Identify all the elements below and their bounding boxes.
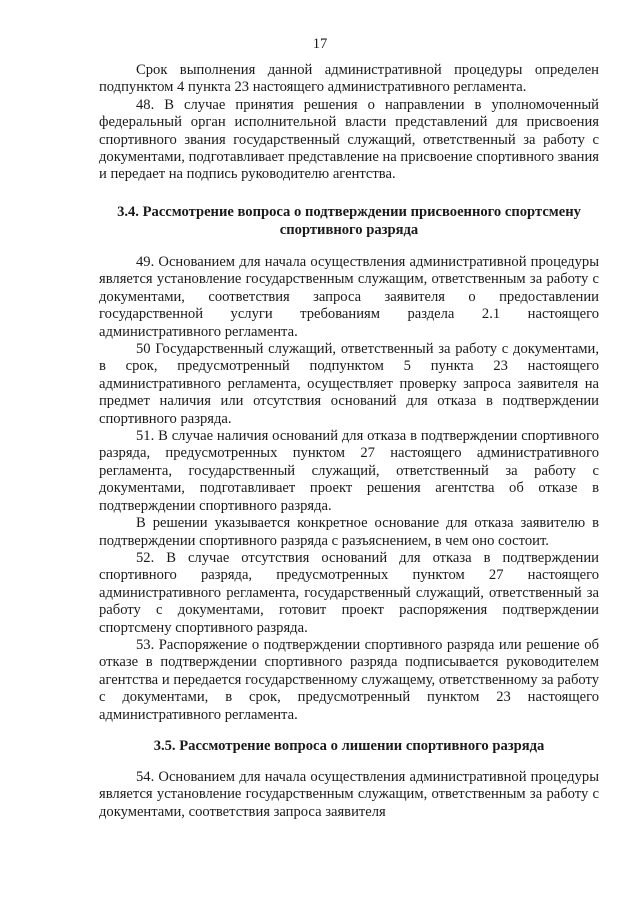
section-3-4-body bbox=[99, 254, 599, 724]
paragraph: Срок выполнения данной административной процедуры определен подпунктом 4 пункта 23 настоящего административного регламента. bbox=[99, 62, 599, 96]
paragraph-49: 49. Основанием для начала осуществления административной процедуры является установление государственным служащим, ответственным за работу с документами, соответствия запроса заявителя о предоставлении государственной услуги требованиям раздела 2.1 настоящего административного регламента. bbox=[99, 254, 599, 340]
paragraph-50: 50 Государственный служащий, ответственный за работу с документами, в срок, предусмотренный подпунктом 5 пункта 23 настоящего административного регламента, осуществляет проверку запроса заявителя на предмет наличия или отсутствия оснований для отказа в подтверждении спортивного разряда. bbox=[99, 341, 599, 427]
paragraph-54: 54. Основанием для начала осуществления административной процедуры является установление государственным служащим, ответственным за работу с документами, соответствия запроса заявителя bbox=[99, 769, 599, 820]
section-3-5-heading: 3.5. Рассмотрение вопроса о лишении спортивного разряда bbox=[153, 738, 545, 754]
paragraph-51: 51. В случае наличия оснований для отказа в подтверждении спортивного разряда, предусмотренных пунктом 27 настоящего административного регламента, государственный служащий, ответственный за работу с документами, подготавливает проект решения агентства об отказе в подтверждении спортивного разряда. bbox=[99, 428, 599, 514]
paragraph-53: 53. Распоряжение о подтверждении спортивного разряда или решение об отказе в подтверждении спортивного разряда подписывается руководителем агентства и передается государственному служащему, ответственному за работу с документами, в срок, предусмотренный пунктом 23 настоящего административного регламента. bbox=[99, 636, 599, 723]
section-3-4-heading: 3.4. Рассмотрение вопроса о подтверждении присвоенного спортсмену спортивного разряда bbox=[117, 204, 581, 238]
section-3-4-heading-wrap bbox=[99, 203, 599, 239]
section-3-5-heading-wrap bbox=[99, 737, 599, 755]
paragraph-52: 52. В случае отсутствия оснований для отказа в подтверждении спортивного разряда, предусмотренных пунктом 27 настоящего административного регламента, государственный служащий, ответственный за работу с документами, готовит проект распоряжения подтверждении спортсмену спортивного разряда. bbox=[99, 549, 599, 636]
section-3-5-body bbox=[99, 769, 599, 821]
page-number: 17 bbox=[312, 36, 328, 52]
paragraph-48: 48. В случае принятия решения о направлении в уполномоченный федеральный орган исполнительной власти представлений для присвоения спортивного звания государственный служащий, ответственный за работу с документами, подготавливает представление на присвоение спортивного звания и передает на подпись руководителю агентства. bbox=[99, 96, 600, 183]
intro-block bbox=[99, 62, 599, 184]
paragraph-decision: В решении указывается конкретное основание для отказа заявителю в подтверждении спортивного разряда с разъяснением, в чем оно состоит. bbox=[99, 515, 599, 549]
